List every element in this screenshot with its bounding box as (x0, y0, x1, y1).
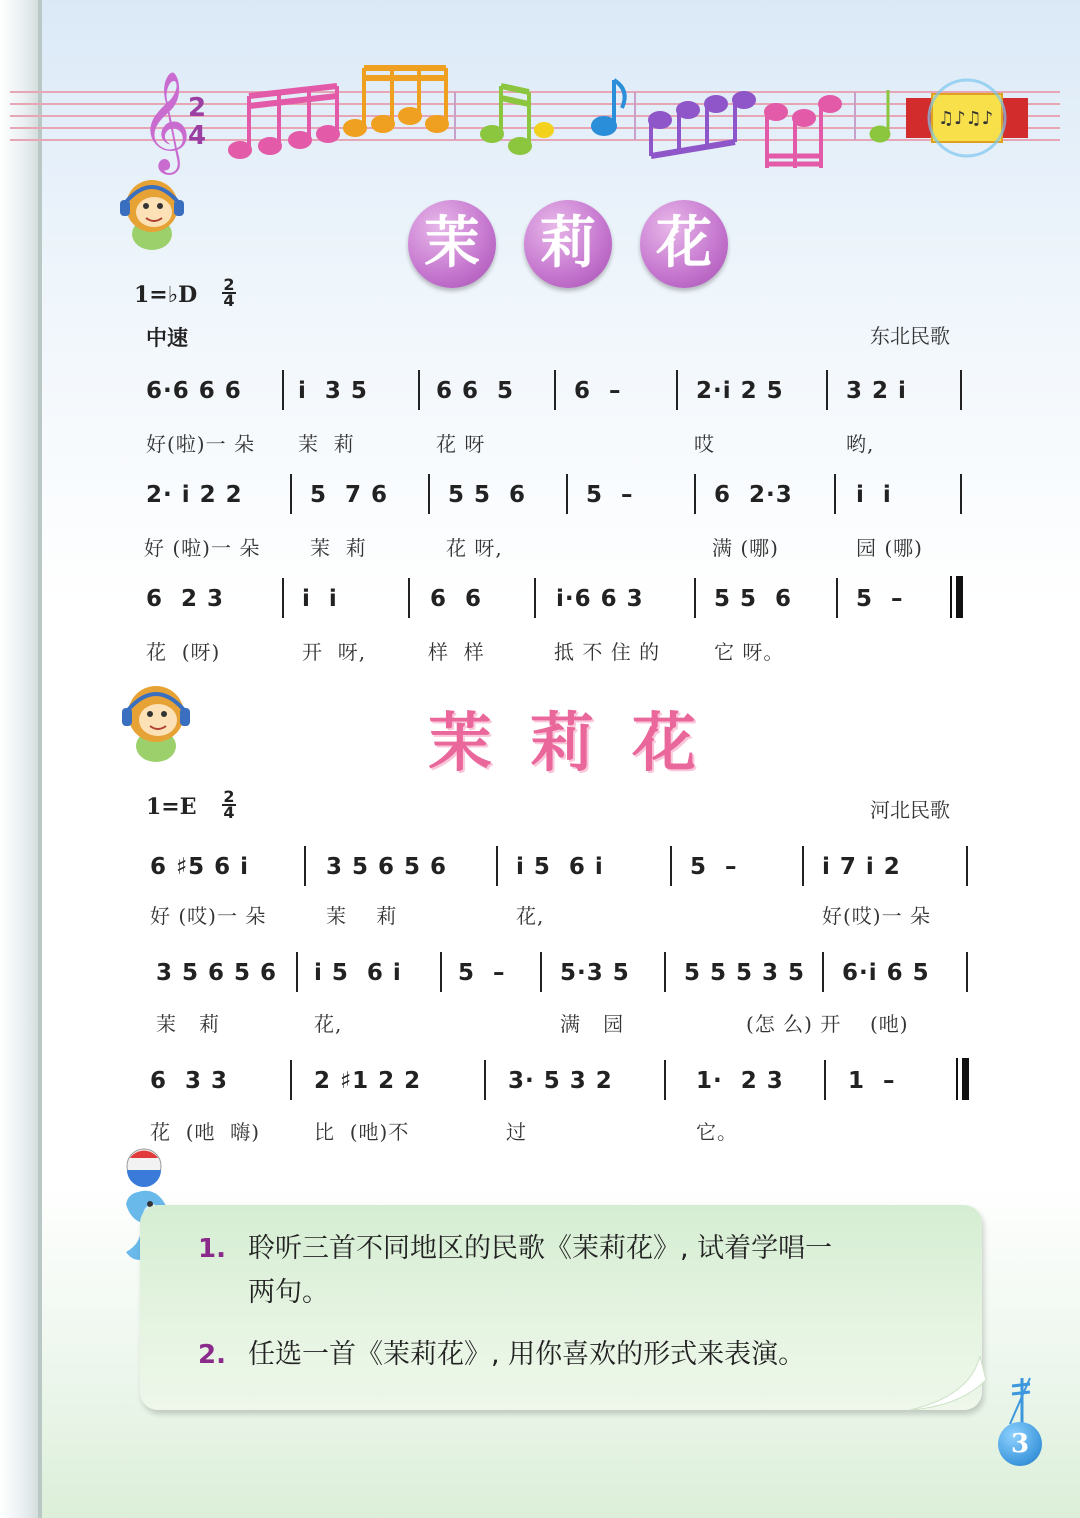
barline (534, 578, 536, 618)
final-barline-thick (962, 1058, 969, 1100)
song2-r3-lyr4: 它。 (696, 1120, 738, 1144)
final-barline-thin (956, 1058, 958, 1100)
song1-key: 1=♭D (134, 282, 198, 308)
song1-r1-lyr5: 哎 (694, 432, 715, 456)
barline (966, 952, 968, 992)
barline (802, 846, 804, 886)
barline (822, 952, 824, 992)
song1-r3-lyr5: 它 呀。 (714, 640, 785, 664)
song1-r1-lyr1: 好(啦)一 朵 (146, 432, 255, 456)
barline (824, 1060, 826, 1100)
page-spine-edge (38, 0, 42, 1518)
song1-r1-m2: i 3 5 (298, 378, 368, 404)
song2-r1-m5: i 7 i 2 (822, 854, 901, 880)
erhu-icon (1000, 1376, 1044, 1428)
song1-r1-lyr3: 花 呀 (436, 432, 486, 456)
song1-r1-lyr2: 茉 莉 (298, 432, 355, 456)
barline (428, 474, 430, 514)
song2-r1-m3: i 5 6 i (516, 854, 604, 880)
song2-r2-m4: 5·3 5 (560, 960, 630, 986)
barline (960, 370, 962, 410)
song1-r2-lyr6: 园 (哪) (856, 536, 923, 560)
page-curl-decoration (900, 1356, 990, 1416)
song1-r3-m2: i i (302, 586, 338, 612)
barline (408, 578, 410, 618)
barline (676, 370, 678, 410)
song1-time-signature: 2 4 (223, 275, 235, 310)
monkey-mascot-icon (116, 676, 194, 766)
song1-r1-m6: 3 2 i (846, 378, 907, 404)
song2-r2-lyr4: 满 园 (560, 1012, 625, 1036)
song1-r3-lyr2: 开 呀, (302, 640, 367, 664)
song2-r3-lyr2: 比 (吔)不 (314, 1120, 410, 1144)
song1-r2-lyr1: 好 (啦)一 朵 (144, 536, 261, 560)
task-1-text: 聆听三首不同地区的民歌《茉莉花》, 试着学唱一 (248, 1233, 833, 1264)
task-1-number: 1. (198, 1234, 226, 1264)
song2-r3-m3: 3· 5 3 2 (508, 1068, 613, 1094)
barline (484, 1060, 486, 1100)
song2-r3-lyr3: 过 (506, 1120, 527, 1144)
song2-r1-lyr5: 好(哎)一 朵 (822, 904, 931, 928)
song1-r3-m4: i·6 6 3 (556, 586, 644, 612)
barline (290, 1060, 292, 1100)
song2-r1-m4: 5 – (690, 854, 738, 880)
song1-r3-m3: 6 6 (430, 586, 483, 612)
song1-r3-lyr1: 花 (呀) (146, 640, 221, 664)
barline (440, 952, 442, 992)
song1-r1-m5: 2·i 2 5 (696, 378, 784, 404)
barline (566, 474, 568, 514)
song1-title-char-2: 莉 (524, 200, 612, 288)
barline (304, 846, 306, 886)
song2-r1-lyr1: 好 (哎)一 朵 (150, 904, 267, 928)
song1-r2-m6: i i (856, 482, 892, 508)
song2-r2-lyr1: 茉 莉 (156, 1012, 221, 1036)
song2-r1-m2: 3 5 6 5 6 (326, 854, 448, 880)
page-spine (0, 0, 42, 1518)
monkey-mascot-icon (112, 172, 190, 254)
song1-r3-m1: 6 2 3 (146, 586, 225, 612)
song1-r1-m1: 6·6 6 6 (146, 378, 242, 404)
song1-r2-m2: 5 7 6 (310, 482, 389, 508)
song1-r3-m5: 5 5 6 (714, 586, 793, 612)
svg-text:2: 2 (188, 93, 207, 123)
song1-r3-m6: 5 – (856, 586, 904, 612)
song1-r2-m1: 2· i 2 2 (146, 482, 243, 508)
song2-r3-lyr1: 花 (吔 嗨) (150, 1120, 261, 1144)
music-staff-banner (0, 0, 1080, 190)
barline (834, 474, 836, 514)
song2-r1-lyr3: 花, (516, 904, 545, 928)
barline (694, 474, 696, 514)
barline (290, 474, 292, 514)
song2-origin: 河北民歌 (870, 798, 950, 822)
barline (282, 578, 284, 618)
song2-r2-m5: 5 5 5 3 5 (684, 960, 806, 986)
song2-r3-m2: 2 ♯1 2 2 (314, 1068, 422, 1094)
barline (826, 370, 828, 410)
song1-r1-lyr6: 哟, (846, 432, 875, 456)
song1-r3-lyr3: 样 样 (428, 640, 485, 664)
barline (836, 578, 838, 618)
barline (670, 846, 672, 886)
barline (664, 1060, 666, 1100)
song1-origin: 东北民歌 (870, 324, 950, 348)
barline (496, 846, 498, 886)
song2-key: 1=E (146, 794, 197, 820)
task-1-text-cont: 两句。 (248, 1277, 329, 1308)
svg-text:4: 4 (188, 121, 207, 151)
svg-text:♫♪♫♪: ♫♪♫♪ (938, 108, 994, 129)
final-barline-thin (950, 576, 952, 618)
final-barline-thick (956, 576, 963, 618)
song2-r3-m4: 1· 2 3 (696, 1068, 784, 1094)
song2-r2-m6: 6·i 6 5 (842, 960, 930, 986)
barline (282, 370, 284, 410)
song2-r2-lyr5: (怎 么) 开 (746, 1012, 842, 1036)
barline (540, 952, 542, 992)
barline (296, 952, 298, 992)
song1-r2-m5: 6 2·3 (714, 482, 793, 508)
song2-time-signature: 2 4 (223, 787, 235, 822)
song1-r2-lyr2: 茉 莉 (310, 536, 367, 560)
barline (554, 370, 556, 410)
song1-r2-lyr3: 花 呀, (446, 536, 503, 560)
barline (694, 578, 696, 618)
task-2-number: 2. (198, 1340, 226, 1370)
song1-r1-m4: 6 – (574, 378, 622, 404)
barline (418, 370, 420, 410)
song1-title-char-1: 茉 (408, 200, 496, 288)
song2-r1-lyr2: 茉 莉 (326, 904, 398, 928)
song2-title: 茉莉花 (428, 707, 734, 781)
song2-r2-m2: i 5 6 i (314, 960, 402, 986)
song2-r3-m5: 1 – (848, 1068, 896, 1094)
song2-r2-lyr2: 花, (314, 1012, 343, 1036)
song2-r2-lyr6: (吔) (870, 1012, 909, 1036)
barline (966, 846, 968, 886)
song2-r2-m3: 5 – (458, 960, 506, 986)
song1-title-char-3: 花 (640, 200, 728, 288)
barline (960, 474, 962, 514)
song1-r1-m3: 6 6 5 (436, 378, 515, 404)
song1-r2-m3: 5 5 6 (448, 482, 527, 508)
song1-tempo: 中速 (146, 326, 188, 350)
page-number: 3 (998, 1422, 1042, 1466)
song1-r2-m4: 5 – (586, 482, 634, 508)
song2-r3-m1: 6 3 3 (150, 1068, 229, 1094)
song2-r1-m1: 6 ♯5 6 i (150, 854, 250, 880)
song1-r2-lyr5: 满 (哪) (712, 536, 779, 560)
task-2-text: 任选一首《茉莉花》, 用你喜欢的形式来表演。 (248, 1339, 806, 1370)
barline (664, 952, 666, 992)
treble-clef-icon: 𝄞 (140, 71, 191, 171)
song1-r3-lyr4: 抵 不 住 的 (554, 640, 661, 664)
song2-r2-m1: 3 5 6 5 6 (156, 960, 278, 986)
